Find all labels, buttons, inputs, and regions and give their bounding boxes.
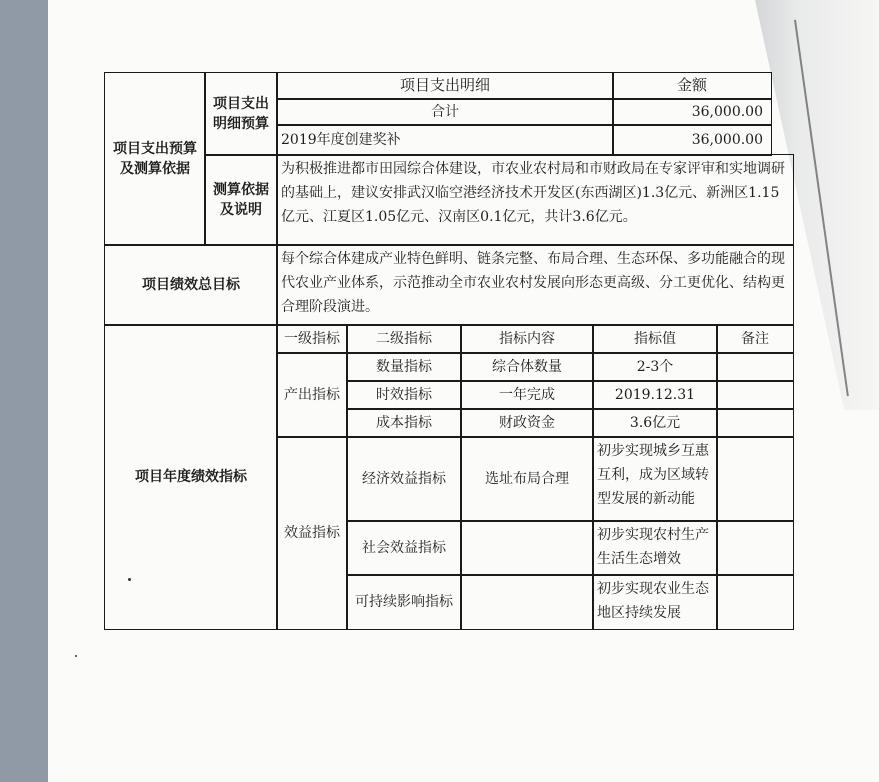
goal-text: 每个综合体建成产业特色鲜明、链条完整、布局合理、生态环保、多功能融合的现代农业产业体系，示范推动全市农业农村发展向形态更高级、分工更优化、结构更合理阶段演进。 [276,244,794,326]
total-label: 合计 [276,98,614,126]
benefit-row-content [460,574,594,630]
benefit-row-second: 社会效益指标 [346,520,462,576]
header-level1: 一级指标 [276,324,348,354]
output-row-note [716,380,794,410]
detail-budget-label: 项目支出明细预算 [204,72,278,156]
header-level2: 二级指标 [346,324,462,354]
output-row-note [716,408,794,438]
benefit-row-note [716,574,794,630]
benefit-label: 效益指标 [276,436,348,630]
detail-header: 项目支出明细 [276,72,614,100]
benefit-row-value: 初步实现农村生产生活生态增效 [592,520,718,576]
benefit-row-content [460,520,594,576]
header-content: 指标内容 [460,324,594,354]
benefit-row-note [716,520,794,576]
output-row-note [716,352,794,382]
benefit-row-value: 初步实现城乡互惠互利，成为区域转型发展的新动能 [592,436,718,522]
output-row-value: 3.6亿元 [592,408,718,438]
total-amount: 36,000.00 [612,98,772,126]
output-row-value: 2-3个 [592,352,718,382]
goal-label: 项目绩效总目标 [104,244,278,326]
indicators-label: 项目年度绩效指标 [104,324,278,630]
benefit-row-content: 选址布局合理 [460,436,594,522]
benefit-row-second: 可持续影响指标 [346,574,462,630]
output-row-value: 2019.12.31 [592,380,718,410]
output-row-content: 综合体数量 [460,352,594,382]
item-amount: 36,000.00 [612,124,772,156]
basis-text: 为积极推进都市田园综合体建设，市农业农村局和市财政局在专家评审和实地调研的基础上，建议安排武汉临空港经济技术开发区(东西湖区)1.3亿元、新洲区1.15亿元、江夏区1.05亿元、汉南区0.1亿元，共计3.6亿元。 [276,154,794,246]
output-row-content: 财政资金 [460,408,594,438]
output-row-second: 数量指标 [346,352,462,382]
budget-section-label: 项目支出预算及测算依据 [104,72,206,246]
output-row-second: 时效指标 [346,380,462,410]
output-label: 产出指标 [276,352,348,438]
output-row-second: 成本指标 [346,408,462,438]
basis-label: 测算依据及说明 [204,154,278,246]
benefit-row-note [716,436,794,522]
speck [75,655,77,657]
benefit-row-value: 初步实现农业生态地区持续发展 [592,574,718,630]
header-note: 备注 [716,324,794,354]
benefit-row-second: 经济效益指标 [346,436,462,522]
output-row-content: 一年完成 [460,380,594,410]
item-name: 2019年度创建奖补 [276,124,614,156]
header-value: 指标值 [592,324,718,354]
amount-header: 金额 [612,72,772,100]
